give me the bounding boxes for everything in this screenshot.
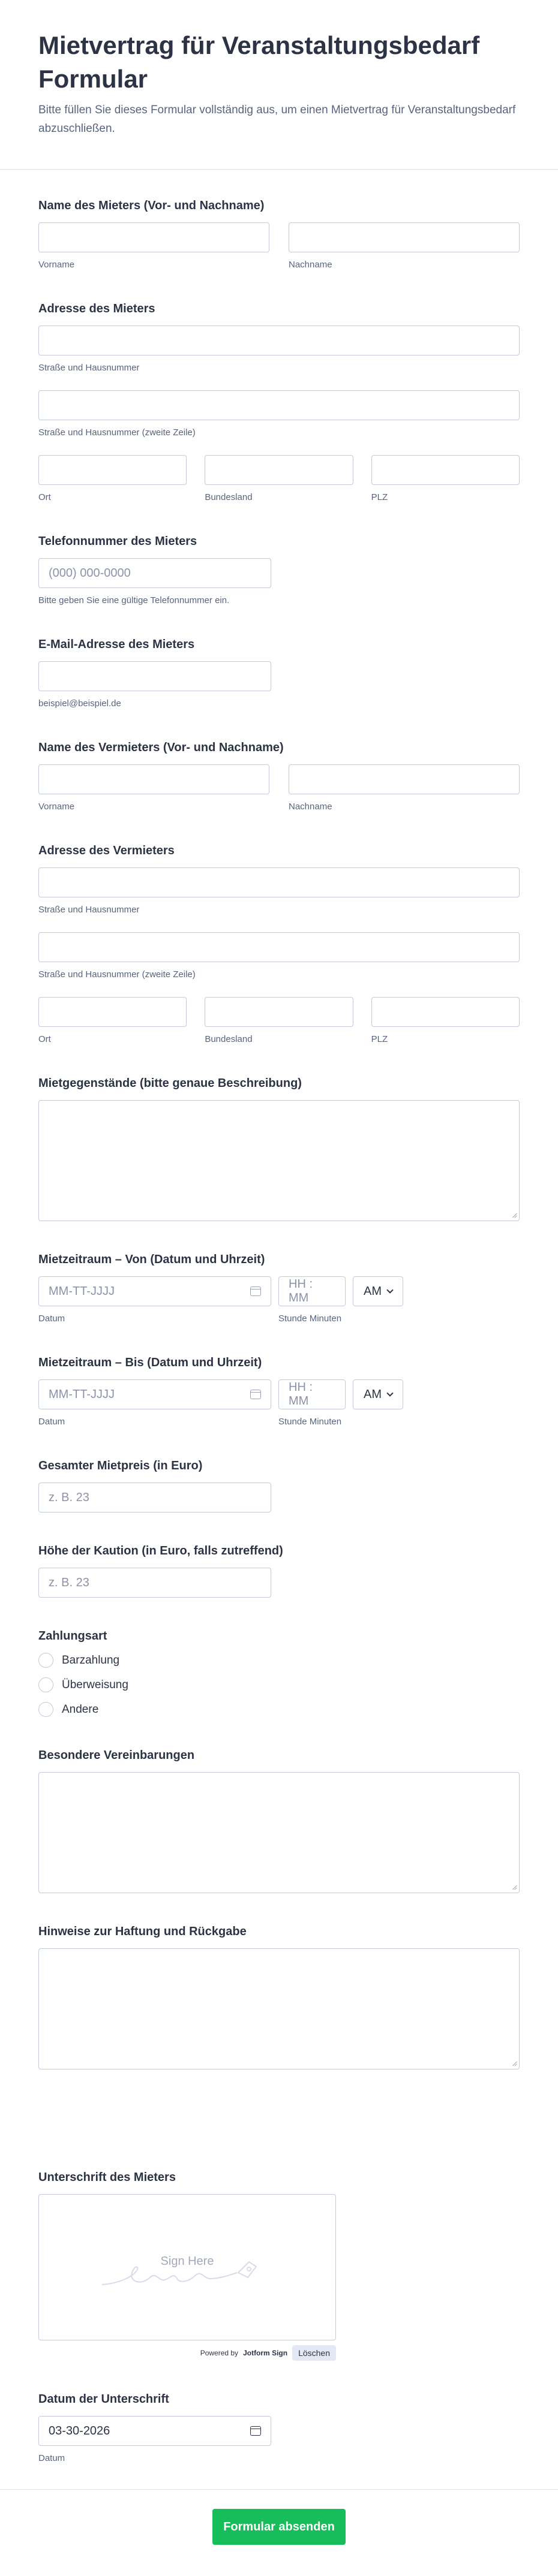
special-field: [38, 1748, 520, 1893]
landlord-first-name-sublabel: Vorname: [38, 802, 75, 812]
form-body: [0, 198, 558, 2464]
period-to-time-input[interactable]: [278, 1379, 346, 1409]
tenant-city-sublabel: Ort: [38, 492, 51, 502]
period-from-ampm-value: AM: [364, 1284, 382, 1298]
sign-date-sublabel: Datum: [38, 2453, 65, 2463]
form-title: Mietvertrag für Veranstaltungsbedarf Formular: [38, 31, 480, 93]
payment-option-cash[interactable]: [38, 1653, 520, 1668]
tenant-last-name-input[interactable]: [289, 222, 520, 252]
tenant-email-label: E-Mail-Adresse des Mieters: [38, 638, 195, 651]
payment-option-transfer[interactable]: [38, 1677, 520, 1692]
tenant-address-field: [38, 302, 520, 503]
deposit-input[interactable]: [38, 1568, 271, 1598]
total-price-input[interactable]: [38, 1483, 271, 1513]
period-from-ampm-select[interactable]: [353, 1276, 403, 1306]
liability-field: [38, 1924, 520, 2069]
sign-here-text: Sign Here: [160, 2254, 214, 2268]
landlord-street2-sublabel: Straße und Hausnummer (zweite Zeile): [38, 969, 196, 980]
sign-date-input[interactable]: [38, 2416, 271, 2446]
special-textarea[interactable]: [38, 1772, 520, 1893]
landlord-last-name-input[interactable]: [289, 764, 520, 794]
radio-circle[interactable]: [38, 1702, 53, 1717]
signature-footer: [38, 2345, 336, 2361]
period-from-date-input[interactable]: [38, 1276, 271, 1306]
tenant-street2-input[interactable]: [38, 390, 520, 420]
tenant-first-name-sublabel: Vorname: [38, 260, 75, 270]
tenant-zip-input[interactable]: [371, 455, 520, 485]
signature-pad[interactable]: [38, 2194, 336, 2340]
chevron-down-icon: [386, 1390, 393, 1396]
payment-option-label: Barzahlung: [62, 1653, 120, 1667]
deposit-placeholder: z. B. 23: [49, 1575, 89, 1589]
period-to-time-sublabel: Stunde Minuten: [278, 1417, 342, 1427]
payment-option-other[interactable]: [38, 1702, 520, 1717]
period-to-time-placeholder: HH : MM: [289, 1381, 313, 1408]
clear-signature-button[interactable]: Löschen: [292, 2345, 336, 2361]
rental-items-label: Mietgegenstände (bitte genaue Beschreibung): [38, 1077, 302, 1090]
calendar-icon[interactable]: [250, 1390, 261, 1399]
period-from-date-placeholder: MM-TT-JJJJ: [49, 1284, 115, 1298]
tenant-phone-placeholder: (000) 000-0000: [49, 566, 131, 580]
landlord-first-name-input[interactable]: [38, 764, 269, 794]
form-footer: [0, 2489, 558, 2576]
total-price-placeholder: z. B. 23: [49, 1490, 89, 1504]
signature-label: Unterschrift des Mieters: [38, 2171, 176, 2184]
submit-button[interactable]: Formular absenden: [212, 2509, 346, 2545]
deposit-field: [38, 1544, 520, 1598]
landlord-zip-sublabel: PLZ: [371, 1034, 388, 1044]
tenant-name-field: [38, 198, 520, 270]
landlord-last-name-sublabel: Nachname: [289, 802, 332, 812]
period-from-time-sublabel: Stunde Minuten: [278, 1313, 342, 1324]
landlord-address-field: [38, 843, 520, 1045]
landlord-street2-input[interactable]: [38, 932, 520, 962]
tenant-state-sublabel: Bundesland: [205, 492, 253, 502]
tenant-street-input[interactable]: [38, 326, 520, 355]
sign-date-label: Datum der Unterschrift: [38, 2393, 169, 2406]
tenant-phone-field: [38, 534, 520, 606]
period-to-ampm-value: AM: [364, 1387, 382, 1401]
period-to-date-placeholder: MM-TT-JJJJ: [49, 1387, 115, 1401]
period-to-field: [38, 1355, 520, 1427]
rental-items-textarea[interactable]: [38, 1100, 520, 1221]
total-price-field: [38, 1459, 520, 1513]
form-header: [0, 0, 558, 170]
tenant-name-label: Name des Mieters (Vor- und Nachname): [38, 199, 265, 212]
period-to-date-input[interactable]: [38, 1379, 271, 1409]
payment-field: [38, 1629, 520, 1717]
payment-option-label: Überweisung: [62, 1678, 128, 1691]
period-to-date-sublabel: Datum: [38, 1417, 65, 1427]
landlord-street-sublabel: Straße und Hausnummer: [38, 905, 140, 915]
landlord-zip-input[interactable]: [371, 997, 520, 1027]
tenant-last-name-sublabel: Nachname: [289, 260, 332, 270]
period-from-label: Mietzeitraum – Von (Datum und Uhrzeit): [38, 1253, 265, 1266]
tenant-email-sublabel: beispiel@beispiel.de: [38, 698, 121, 709]
special-label: Besondere Vereinbarungen: [38, 1749, 195, 1762]
tenant-phone-label: Telefonnummer des Mieters: [38, 535, 197, 548]
period-from-time-placeholder: HH : MM: [289, 1278, 313, 1304]
tenant-city-input[interactable]: [38, 455, 187, 485]
landlord-name-label: Name des Vermieters (Vor- und Nachname): [38, 741, 284, 754]
radio-circle[interactable]: [38, 1677, 53, 1692]
liability-label: Hinweise zur Haftung und Rückgabe: [38, 1925, 247, 1938]
tenant-first-name-input[interactable]: [38, 222, 269, 252]
powered-by-text: Powered by: [200, 2349, 239, 2357]
resize-handle-icon[interactable]: [511, 2060, 517, 2066]
tenant-street2-sublabel: Straße und Hausnummer (zweite Zeile): [38, 427, 196, 438]
period-from-date-sublabel: Datum: [38, 1313, 65, 1324]
payment-options: [38, 1653, 520, 1717]
landlord-state-input[interactable]: [205, 997, 353, 1027]
signature-field: [38, 2170, 520, 2361]
rental-items-field: [38, 1076, 520, 1221]
calendar-icon[interactable]: [250, 2426, 261, 2436]
landlord-city-input[interactable]: [38, 997, 187, 1027]
landlord-name-field: [38, 740, 520, 812]
tenant-address-label: Adresse des Mieters: [38, 302, 155, 315]
calendar-icon[interactable]: [250, 1287, 261, 1296]
period-from-time-input[interactable]: [278, 1276, 346, 1306]
deposit-label: Höhe der Kaution (in Euro, falls zutreffend): [38, 1544, 283, 1557]
tenant-email-field: [38, 637, 520, 709]
period-to-ampm-select[interactable]: [353, 1379, 403, 1409]
landlord-state-sublabel: Bundesland: [205, 1034, 253, 1044]
sign-date-value: 03-30-2026: [49, 2424, 110, 2438]
resize-handle-icon[interactable]: [511, 1212, 517, 1218]
landlord-city-sublabel: Ort: [38, 1034, 51, 1044]
payment-option-label: Andere: [62, 1703, 99, 1716]
radio-circle[interactable]: [38, 1653, 53, 1668]
tenant-phone-sublabel: Bitte geben Sie eine gültige Telefonnummer ein.: [38, 595, 230, 605]
tenant-phone-input[interactable]: [38, 558, 271, 588]
landlord-street-input[interactable]: [38, 867, 520, 897]
chevron-down-icon: [386, 1287, 393, 1293]
brand-name: Jotform Sign: [243, 2349, 288, 2357]
payment-label: Zahlungsart: [38, 1629, 107, 1643]
form-description: Bitte füllen Sie dieses Formular vollständig aus, um einen Mietvertrag für Veranstaltungsbedarf abzuschließen.: [38, 104, 516, 135]
landlord-address-label: Adresse des Vermieters: [38, 844, 175, 857]
tenant-state-input[interactable]: [205, 455, 353, 485]
sign-date-field: [38, 2392, 520, 2464]
period-from-field: [38, 1252, 520, 1324]
tenant-email-input[interactable]: [38, 661, 271, 691]
period-to-label: Mietzeitraum – Bis (Datum und Uhrzeit): [38, 1356, 262, 1369]
resize-handle-icon[interactable]: [511, 1884, 517, 1890]
liability-textarea[interactable]: [38, 1948, 520, 2069]
tenant-zip-sublabel: PLZ: [371, 492, 388, 502]
tenant-street-sublabel: Straße und Hausnummer: [38, 363, 140, 373]
total-price-label: Gesamter Mietpreis (in Euro): [38, 1459, 203, 1472]
